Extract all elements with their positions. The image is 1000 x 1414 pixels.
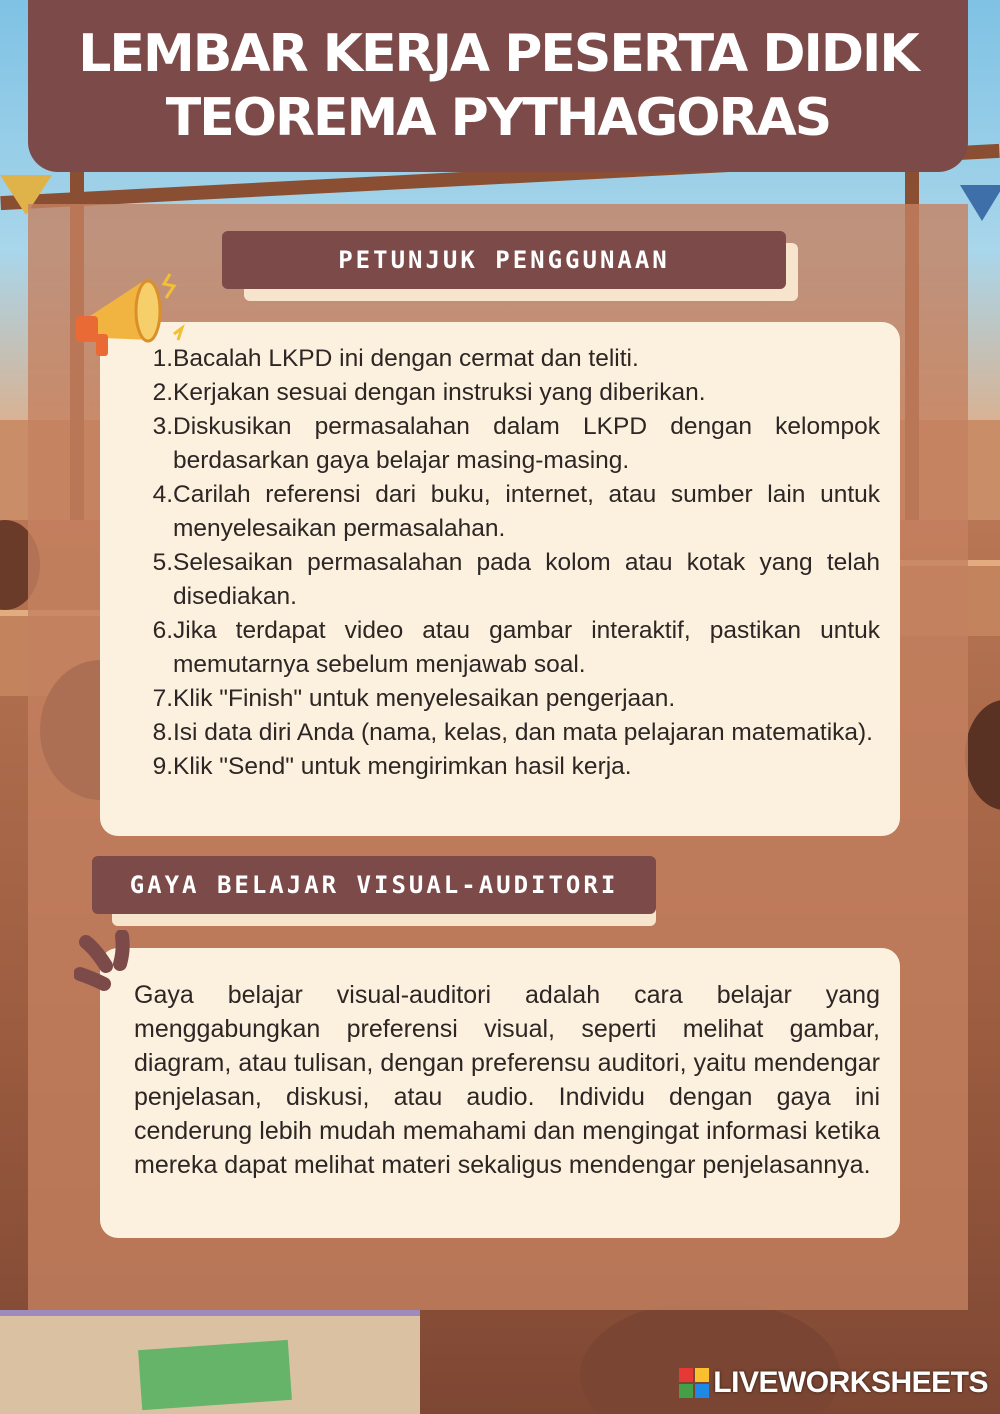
instruction-text: Klik "Finish" untuk menyelesaikan pengerjaan. bbox=[173, 685, 676, 712]
liveworksheets-logo-icon bbox=[679, 1368, 709, 1398]
learning-style-heading-block bbox=[92, 856, 668, 926]
instruction-item bbox=[100, 410, 880, 478]
instruction-number: 6. bbox=[152, 617, 173, 644]
learning-style-description: Gaya belajar visual-auditori adalah cara belajar yang menggabungkan preferensi visual, seperti melihat gambar, diagram, atau tulisan, dengan preferensu auditori, yaitu mendengar penjelasan, diskusi, atau audio. Individu dengan gaya ini cenderung lebih mudah memahami dan mengingat informasi ketika mereka dapat melihat materi sekaligus mendengar penjelasannya. bbox=[134, 981, 880, 1179]
instruction-number: 2. bbox=[152, 379, 173, 406]
instruction-item bbox=[100, 750, 880, 784]
watermark-text: LIVEWORKSHEETS bbox=[713, 1366, 988, 1399]
green-notebook bbox=[138, 1340, 292, 1410]
instruction-number: 3. bbox=[152, 413, 173, 440]
instructions-card bbox=[100, 322, 900, 836]
instruction-text: Bacalah LKPD ini dengan cermat dan teliti. bbox=[173, 345, 639, 372]
instruction-item bbox=[100, 478, 880, 546]
burst-icon bbox=[74, 930, 154, 1000]
title-line-1: LEMBAR KERJA PESERTA DIDIK bbox=[78, 24, 918, 84]
learning-style-heading: GAYA BELAJAR VISUAL-AUDITORI bbox=[92, 856, 656, 914]
instruction-number: 1. bbox=[152, 345, 173, 372]
instruction-number: 7. bbox=[152, 685, 173, 712]
instruction-item bbox=[100, 546, 880, 614]
megaphone-icon bbox=[70, 268, 190, 364]
instruction-number: 4. bbox=[152, 481, 173, 508]
instruction-number: 9. bbox=[152, 753, 173, 780]
instruction-text: Isi data diri Anda (nama, kelas, dan mata pelajaran matematika). bbox=[173, 719, 873, 746]
instructions-heading: PETUNJUK PENGGUNAAN bbox=[222, 231, 786, 289]
title-line-2: TEOREMA PYTHAGORAS bbox=[165, 88, 831, 148]
instructions-list bbox=[100, 322, 900, 784]
instructions-heading-block bbox=[222, 231, 798, 301]
instruction-text: Carilah referensi dari buku, internet, atau sumber lain untuk menyelesaikan permasalahan. bbox=[173, 481, 880, 542]
instruction-text: Diskusikan permasalahan dalam LKPD dengan kelompok berdasarkan gaya belajar masing-masing. bbox=[173, 413, 880, 474]
instruction-item bbox=[100, 716, 880, 750]
instruction-number: 8. bbox=[152, 719, 173, 746]
instruction-text: Selesaikan permasalahan pada kolom atau kotak yang telah disediakan. bbox=[173, 549, 880, 610]
liveworksheets-watermark bbox=[679, 1366, 988, 1400]
page-title bbox=[28, 0, 968, 150]
instruction-text: Klik "Send" untuk mengirimkan hasil kerja. bbox=[173, 753, 632, 780]
instruction-text: Kerjakan sesuai dengan instruksi yang diberikan. bbox=[173, 379, 706, 406]
instruction-item bbox=[100, 682, 880, 716]
page-header bbox=[28, 0, 968, 172]
instruction-item bbox=[100, 342, 880, 376]
instruction-number: 5. bbox=[152, 549, 173, 576]
learning-style-card bbox=[100, 948, 900, 1238]
instruction-text: Jika terdapat video atau gambar interaktif, pastikan untuk memutarnya sebelum menjawab soal. bbox=[173, 617, 880, 678]
instruction-item bbox=[100, 614, 880, 682]
instruction-item bbox=[100, 376, 880, 410]
